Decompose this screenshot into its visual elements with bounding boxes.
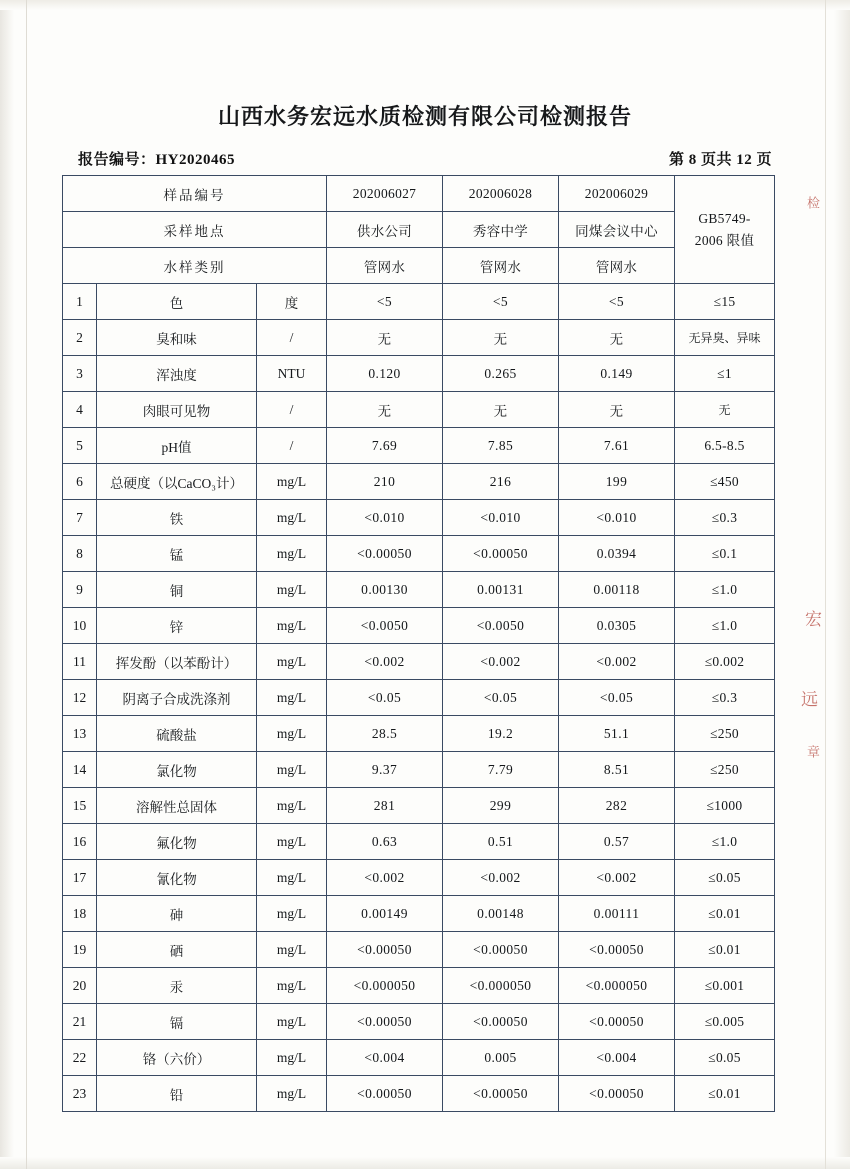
row-value-sample-2: <0.0050 (443, 608, 559, 644)
table-header-row (63, 212, 775, 248)
row-value-sample-2: 299 (443, 788, 559, 824)
row-item-name: 镉 (97, 1004, 257, 1040)
row-unit: mg/L (257, 464, 327, 500)
row-value-sample-1: 210 (327, 464, 443, 500)
table-row (63, 572, 775, 608)
row-value-sample-2: 0.00131 (443, 572, 559, 608)
row-unit: mg/L (257, 788, 327, 824)
row-index: 5 (63, 428, 97, 464)
scan-edge-right (834, 0, 850, 1169)
table-row (63, 788, 775, 824)
scan-edge-left (0, 0, 14, 1169)
row-index: 9 (63, 572, 97, 608)
row-standard-limit: ≤250 (675, 752, 775, 788)
row-standard-limit: ≤0.3 (675, 680, 775, 716)
row-value-sample-1: 9.37 (327, 752, 443, 788)
row-unit: mg/L (257, 1076, 327, 1112)
row-standard-limit: ≤0.01 (675, 932, 775, 968)
row-standard-limit: ≤1000 (675, 788, 775, 824)
row-index: 22 (63, 1040, 97, 1076)
row-index: 2 (63, 320, 97, 356)
row-standard-limit: ≤0.3 (675, 500, 775, 536)
table-row (63, 860, 775, 896)
row-index: 10 (63, 608, 97, 644)
table-body (63, 176, 775, 1112)
row-value-sample-1: <0.00050 (327, 932, 443, 968)
row-index: 13 (63, 716, 97, 752)
row-value-sample-1: <0.00050 (327, 1076, 443, 1112)
table-header-row (63, 248, 775, 284)
table-header-row (63, 176, 775, 212)
report-meta (78, 148, 772, 169)
row-value-sample-1: 0.120 (327, 356, 443, 392)
row-unit: / (257, 392, 327, 428)
row-standard-limit: ≤250 (675, 716, 775, 752)
row-value-sample-3: <0.00050 (559, 1076, 675, 1112)
row-value-sample-1: <0.004 (327, 1040, 443, 1076)
row-standard-limit: ≤0.002 (675, 644, 775, 680)
row-item-name: 氟化物 (97, 824, 257, 860)
table-row (63, 428, 775, 464)
row-value-sample-2: 无 (443, 392, 559, 428)
row-item-name: 阴离子合成洗涤剂 (97, 680, 257, 716)
row-value-sample-1: <0.002 (327, 644, 443, 680)
row-value-sample-3: 0.0394 (559, 536, 675, 572)
row-standard-limit: 无 (675, 392, 775, 428)
row-value-sample-1: 0.00149 (327, 896, 443, 932)
row-item-name: 氯化物 (97, 752, 257, 788)
margin-mark-2: 宏 (802, 610, 821, 627)
row-value-sample-3: 51.1 (559, 716, 675, 752)
row-index: 18 (63, 896, 97, 932)
margin-mark-4: 章 (805, 745, 820, 758)
sample-site-2: 秀容中学 (443, 212, 559, 248)
row-item-name: 硫酸盐 (97, 716, 257, 752)
header-label-water-type: 水样类别 (63, 248, 327, 284)
row-value-sample-1: 7.69 (327, 428, 443, 464)
row-value-sample-3: <0.010 (559, 500, 675, 536)
table-row (63, 716, 775, 752)
sample-site-3: 同煤会议中心 (559, 212, 675, 248)
row-item-name: pH值 (97, 428, 257, 464)
row-standard-limit: ≤1.0 (675, 824, 775, 860)
water-type-1: 管网水 (327, 248, 443, 284)
header-label-sample-site: 采样地点 (63, 212, 327, 248)
row-item-name: 铜 (97, 572, 257, 608)
row-index: 21 (63, 1004, 97, 1040)
row-value-sample-2: 0.51 (443, 824, 559, 860)
row-index: 17 (63, 860, 97, 896)
row-standard-limit: ≤15 (675, 284, 775, 320)
row-value-sample-2: 0.005 (443, 1040, 559, 1076)
row-item-name: 铬（六价） (97, 1040, 257, 1076)
report-number: 报告编号：HY2020465 (78, 152, 236, 168)
row-index: 1 (63, 284, 97, 320)
row-value-sample-3: 199 (559, 464, 675, 500)
page-number: 第 8 页共 12 页 (668, 152, 772, 168)
row-item-name: 色 (97, 284, 257, 320)
water-type-2: 管网水 (443, 248, 559, 284)
row-unit: mg/L (257, 716, 327, 752)
row-standard-limit: ≤0.05 (675, 860, 775, 896)
row-item-name: 汞 (97, 968, 257, 1004)
row-value-sample-1: 28.5 (327, 716, 443, 752)
table-row (63, 1076, 775, 1112)
row-standard-limit: ≤0.001 (675, 968, 775, 1004)
row-value-sample-3: <0.002 (559, 644, 675, 680)
margin-mark-3: 远 (798, 690, 817, 707)
row-value-sample-1: <0.002 (327, 860, 443, 896)
page-border-right (825, 0, 826, 1169)
row-item-name: 浑浊度 (97, 356, 257, 392)
row-value-sample-3: 7.61 (559, 428, 675, 464)
row-item-name: 肉眼可见物 (97, 392, 257, 428)
row-value-sample-3: 0.0305 (559, 608, 675, 644)
row-value-sample-1: <0.010 (327, 500, 443, 536)
row-unit: mg/L (257, 536, 327, 572)
margin-mark-1: 检 (805, 196, 820, 209)
row-standard-limit: ≤0.05 (675, 1040, 775, 1076)
row-item-name: 臭和味 (97, 320, 257, 356)
row-value-sample-2: <0.00050 (443, 1076, 559, 1112)
row-value-sample-2: <0.010 (443, 500, 559, 536)
table-row (63, 824, 775, 860)
row-value-sample-3: <0.002 (559, 860, 675, 896)
row-index: 8 (63, 536, 97, 572)
row-unit: mg/L (257, 968, 327, 1004)
row-value-sample-3: <0.05 (559, 680, 675, 716)
water-type-3: 管网水 (559, 248, 675, 284)
row-index: 14 (63, 752, 97, 788)
row-item-name: 锌 (97, 608, 257, 644)
row-unit: mg/L (257, 500, 327, 536)
row-standard-limit: 6.5-8.5 (675, 428, 775, 464)
row-value-sample-1: 0.63 (327, 824, 443, 860)
table-row (63, 500, 775, 536)
row-value-sample-1: 无 (327, 320, 443, 356)
sample-no-2: 202006028 (443, 176, 559, 212)
standard-line-1: GB5749- (698, 210, 751, 226)
row-standard-limit: ≤1 (675, 356, 775, 392)
row-unit: / (257, 428, 327, 464)
row-value-sample-3: <0.00050 (559, 932, 675, 968)
row-unit: mg/L (257, 644, 327, 680)
scan-edge-top (0, 0, 850, 10)
row-unit: mg/L (257, 932, 327, 968)
table-row (63, 284, 775, 320)
row-value-sample-1: <0.000050 (327, 968, 443, 1004)
row-value-sample-2: <0.00050 (443, 536, 559, 572)
row-value-sample-1: <0.05 (327, 680, 443, 716)
row-value-sample-3: 8.51 (559, 752, 675, 788)
row-value-sample-1: <5 (327, 284, 443, 320)
row-item-name: 铅 (97, 1076, 257, 1112)
table-row (63, 968, 775, 1004)
table-row (63, 536, 775, 572)
row-value-sample-1: <0.00050 (327, 536, 443, 572)
row-unit: mg/L (257, 860, 327, 896)
row-unit: mg/L (257, 680, 327, 716)
row-unit: NTU (257, 356, 327, 392)
row-value-sample-2: <0.00050 (443, 932, 559, 968)
row-index: 16 (63, 824, 97, 860)
row-value-sample-2: 7.85 (443, 428, 559, 464)
table-row (63, 392, 775, 428)
row-value-sample-2: 7.79 (443, 752, 559, 788)
table-row (63, 752, 775, 788)
sample-site-1: 供水公司 (327, 212, 443, 248)
table-row (63, 932, 775, 968)
header-label-sample-no: 样品编号 (63, 176, 327, 212)
table-row (63, 608, 775, 644)
row-value-sample-2: 0.265 (443, 356, 559, 392)
row-value-sample-2: 无 (443, 320, 559, 356)
row-item-name: 溶解性总固体 (97, 788, 257, 824)
row-item-name: 铁 (97, 500, 257, 536)
table-row (63, 464, 775, 500)
row-value-sample-1: <0.0050 (327, 608, 443, 644)
row-unit: mg/L (257, 752, 327, 788)
row-value-sample-3: <0.000050 (559, 968, 675, 1004)
row-index: 7 (63, 500, 97, 536)
row-standard-limit: ≤0.01 (675, 1076, 775, 1112)
row-value-sample-3: <0.004 (559, 1040, 675, 1076)
row-standard-limit: 无异臭、异味 (675, 320, 775, 356)
row-value-sample-2: <0.002 (443, 644, 559, 680)
row-item-name: 总硬度（以CaCO₃计） (97, 464, 257, 500)
row-unit: mg/L (257, 896, 327, 932)
row-standard-limit: ≤0.1 (675, 536, 775, 572)
row-index: 4 (63, 392, 97, 428)
table-row (63, 896, 775, 932)
row-standard-limit: ≤1.0 (675, 608, 775, 644)
row-value-sample-2: <0.002 (443, 860, 559, 896)
row-value-sample-3: 0.57 (559, 824, 675, 860)
row-value-sample-3: 无 (559, 320, 675, 356)
row-standard-limit: ≤0.01 (675, 896, 775, 932)
row-value-sample-1: <0.00050 (327, 1004, 443, 1040)
row-index: 23 (63, 1076, 97, 1112)
row-index: 6 (63, 464, 97, 500)
results-table (62, 175, 775, 1112)
table-row (63, 680, 775, 716)
row-value-sample-2: <0.00050 (443, 1004, 559, 1040)
row-item-name: 挥发酚（以苯酚计） (97, 644, 257, 680)
row-item-name: 硒 (97, 932, 257, 968)
row-standard-limit: ≤0.005 (675, 1004, 775, 1040)
row-value-sample-3: 0.00111 (559, 896, 675, 932)
row-value-sample-1: 无 (327, 392, 443, 428)
row-value-sample-2: 0.00148 (443, 896, 559, 932)
row-index: 11 (63, 644, 97, 680)
table-row (63, 1004, 775, 1040)
row-index: 12 (63, 680, 97, 716)
row-item-name: 氰化物 (97, 860, 257, 896)
row-index: 3 (63, 356, 97, 392)
row-unit: 度 (257, 284, 327, 320)
row-value-sample-3: <0.00050 (559, 1004, 675, 1040)
table-row (63, 644, 775, 680)
row-value-sample-3: <5 (559, 284, 675, 320)
row-unit: / (257, 320, 327, 356)
row-value-sample-1: 0.00130 (327, 572, 443, 608)
table-row (63, 1040, 775, 1076)
standard-limit-header (675, 176, 775, 284)
sample-no-3: 202006029 (559, 176, 675, 212)
page-title: 山西水务宏远水质检测有限公司检测报告 (217, 104, 632, 129)
standard-line-2: 2006 限值 (694, 232, 755, 248)
row-value-sample-3: 282 (559, 788, 675, 824)
scan-edge-bottom (0, 1157, 850, 1169)
row-index: 19 (63, 932, 97, 968)
row-value-sample-2: 19.2 (443, 716, 559, 752)
row-value-sample-3: 无 (559, 392, 675, 428)
row-item-name: 砷 (97, 896, 257, 932)
page-border-left (26, 0, 27, 1169)
row-unit: mg/L (257, 608, 327, 644)
table-row (63, 320, 775, 356)
row-unit: mg/L (257, 824, 327, 860)
row-value-sample-1: 281 (327, 788, 443, 824)
row-unit: mg/L (257, 1040, 327, 1076)
row-value-sample-2: <5 (443, 284, 559, 320)
row-value-sample-2: <0.000050 (443, 968, 559, 1004)
row-item-name: 锰 (97, 536, 257, 572)
row-unit: mg/L (257, 572, 327, 608)
row-value-sample-3: 0.149 (559, 356, 675, 392)
row-index: 15 (63, 788, 97, 824)
row-value-sample-2: 216 (443, 464, 559, 500)
sample-no-1: 202006027 (327, 176, 443, 212)
row-unit: mg/L (257, 1004, 327, 1040)
table-row (63, 356, 775, 392)
row-standard-limit: ≤450 (675, 464, 775, 500)
row-index: 20 (63, 968, 97, 1004)
row-value-sample-2: <0.05 (443, 680, 559, 716)
row-standard-limit: ≤1.0 (675, 572, 775, 608)
row-value-sample-3: 0.00118 (559, 572, 675, 608)
